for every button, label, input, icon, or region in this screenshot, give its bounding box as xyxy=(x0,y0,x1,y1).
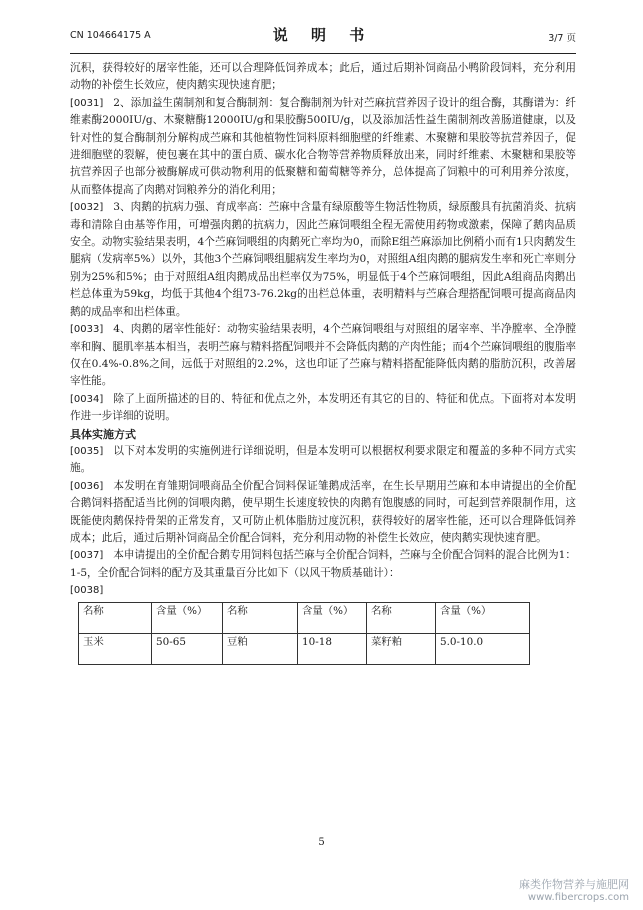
page-header xyxy=(70,24,576,48)
paragraph-0034 xyxy=(70,391,576,426)
paragraph-intro: 沉积，获得较好的屠宰性能，还可以合理降低饲养成本；此后，通过后期补饲商品小鸭阶段饲料，充分利用动物的补偿生长效应，使肉鹅实现快速育肥； xyxy=(70,62,576,92)
paragraph-number: [0035] xyxy=(70,445,104,457)
paragraph-0033 xyxy=(70,321,576,391)
table-cell: 5.0-10.0 xyxy=(436,633,530,664)
paragraph-0036 xyxy=(70,478,576,548)
paragraph-number: [0032] xyxy=(70,202,104,214)
table-header-cell: 含量（%） xyxy=(298,602,367,633)
table-header-cell: 含量（%） xyxy=(436,602,530,633)
table-header-cell: 名称 xyxy=(367,602,436,633)
table-cell: 50-65 xyxy=(152,633,223,664)
paragraph-0037 xyxy=(70,547,576,582)
table-header-cell: 名称 xyxy=(223,602,298,633)
page-info: 3/7 页 xyxy=(548,33,576,44)
paragraph-text: 除了上面所描述的目的、特征和优点之外，本发明还有其它的目的、特征和优点。下面将对本发明作进一步详细的说明。 xyxy=(70,392,576,423)
paragraph-number: [0036] xyxy=(70,480,104,492)
table-cell: 10-18 xyxy=(298,633,367,664)
paragraph-text: 3、肉鹅的抗病力强、育成率高：苎麻中含量有绿原酸等生物活性物质，绿原酸具有抗菌消炎、抗病毒和清除自由基等作用，可增强肉鹅的抗病力，因此苎麻饲喂组全程无需使用药物或激素，保障了鹅肉品质安全。动物实验结果表明，4个苎麻饲喂组的肉鹅死亡率均为0，而除E组苎麻添加比例稍小而有1只肉鹅发生腿病（发病率5%）以外，其他3个苎麻饲喂组腿病发生率均为0，对照组A组肉鹅的腿病发生率和死亡率则分别为25%和5%；由于对照组A组肉鹅成品出栏率仅为75%，明显低于4个苎麻饲喂组，因此A组商品肉鹅出栏总体重为59kg，均低于其他4个组73-76.2kg的出栏总体重，表明精料与苎麻合理搭配饲喂可提高商品肉鹅的成品率和出栏体重。 xyxy=(70,201,576,318)
paragraph-text: 以下对本发明的实施例进行详细说明，但是本发明可以根据权利要求限定和覆盖的多种不同方式实施。 xyxy=(70,444,576,475)
feed-formula-table xyxy=(78,602,530,665)
document-number: CN 104664175 A xyxy=(70,30,151,41)
paragraph-number: [0033] xyxy=(70,324,104,336)
section-heading: 具体实施方式 xyxy=(70,427,136,441)
paragraph-0031 xyxy=(70,95,576,199)
paragraph-text: 本发明在育雏期饲喂商品全价配合饲料保证雏鹅成活率，在生长早期用苎麻和本申请提出的全价配合鹅饲料搭配适当比例的饲喂肉鹅，使早期生长速度较快的肉鹅有饱腹感的同时，可起到营养限制作用，这既能使肉鹅保持骨架的正常发育，又可防止机体脂肪过度沉积，获得较好的屠宰性能，还可以合理降低饲养成本；此后，通过后期补饲商品全价配合饲料，充分利用动物的补偿生长效应，使肉鹅实现快速育肥。 xyxy=(70,479,576,544)
watermark-text: 麻类作物营养与施肥网 xyxy=(519,878,629,891)
table-row xyxy=(79,633,530,664)
paragraph-number: [0038] xyxy=(70,585,104,597)
table-header-row xyxy=(79,602,530,633)
paragraph-0038 xyxy=(70,582,576,599)
watermark-url: www.fibercrops.com xyxy=(527,892,629,903)
paragraph-0035 xyxy=(70,443,576,478)
document-title: 说 明 书 xyxy=(272,26,374,44)
table-cell: 豆粕 xyxy=(223,633,298,664)
table-header-cell: 名称 xyxy=(79,602,152,633)
paragraph-text: 4、肉鹅的屠宰性能好：动物实验结果表明，4个苎麻饲喂组与对照组的屠宰率、半净膛率、全净膛率和胸、腿肌率基本相当，表明苎麻与精料搭配饲喂并不会降低肉鹅的产肉性能；而4个苎麻饲喂组的腹脂率仅在0.4%-0.8%之间，远低于对照组的2.2%，这也印证了苎麻与精料搭配能降低肉鹅的脂肪沉积，改善屠宰性能。 xyxy=(70,323,576,388)
table-header-cell: 含量（%） xyxy=(152,602,223,633)
table-cell: 菜籽粕 xyxy=(367,633,436,664)
page-number: 5 xyxy=(318,837,325,848)
paragraph-0032 xyxy=(70,199,576,321)
header-rule xyxy=(70,53,576,54)
paragraph-text: 2、添加益生菌制剂和复合酶制剂：复合酶制剂为针对苎麻抗营养因子设计的组合酶，其酶谱为：纤维素酶2000IU/g、木聚糖酶12000IU/g和果胶酶500IU/g，以及添加活性益生菌制剂改善肠道健康，以及针对性的复合酶制剂分解构成苎麻和其他植物性饲料原料细胞壁的纤维素、木聚糖和果胶等抗营养因子，促进细胞壁的裂解，使包裹在其中的蛋白质、碳水化合物等营养物质释放出来，同时纤维素、木聚糖和果胶等抗营养因子也部分被酶解成可供动物利用的低聚糖和葡萄糖等养分，总体提高了饲粮中的可利用养分浓度，从而整体提高了肉鹅对饲粮养分的消化利用； xyxy=(70,96,576,196)
paragraph-number: [0037] xyxy=(70,550,104,562)
table-cell: 玉米 xyxy=(79,633,152,664)
paragraph-text: 本申请提出的全价配合鹅专用饲料包括苎麻与全价配合饲料，苎麻与全价配合饲料的混合比例为1：1-5，全价配合饲料的配方及其重量百分比如下（以风干物质基础计）： xyxy=(70,549,576,579)
paragraph-number: [0034] xyxy=(70,393,104,405)
document-body xyxy=(70,60,576,665)
paragraph-number: [0031] xyxy=(70,97,104,109)
